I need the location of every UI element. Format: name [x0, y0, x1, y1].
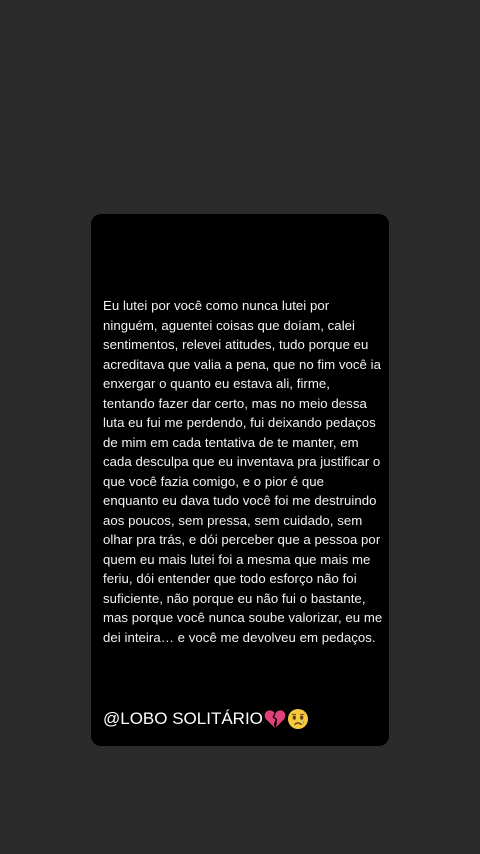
sad-face-icon	[287, 708, 309, 730]
signature-label: @LOBO SOLITÁRIO	[103, 709, 263, 728]
story-text: Eu lutei por você como nunca lutei por ninguém, aguentei coisas que doíam, calei sentimentos, relevei atitudes, tudo porque eu acreditava que valia a pena, que no fim você ia enxergar o quanto eu estava ali, firme, tentando fazer dar certo, mas no meio dessa luta eu fui me perdendo, fui deixando pedaços de mim em cada tentativa de te manter, em cada desculpa que eu inventava pra justificar o que você fazia comigo, e o pior é que enquanto eu dava tudo você foi me destruindo aos poucos, sem pressa, sem cuidado, sem olhar pra trás, e dói perceber que a pessoa por quem eu mais lutei foi a mesma que mais me feriu, dói entender que todo esforço não foi suficiente, não porque eu não fui o bastante, mas porque você nunca soube valorizar, eu me dei inteira… e você me devolveu em pedaços.	[103, 298, 383, 645]
broken-heart-icon	[264, 709, 286, 729]
text-card	[91, 214, 389, 746]
author-signature	[103, 708, 309, 730]
